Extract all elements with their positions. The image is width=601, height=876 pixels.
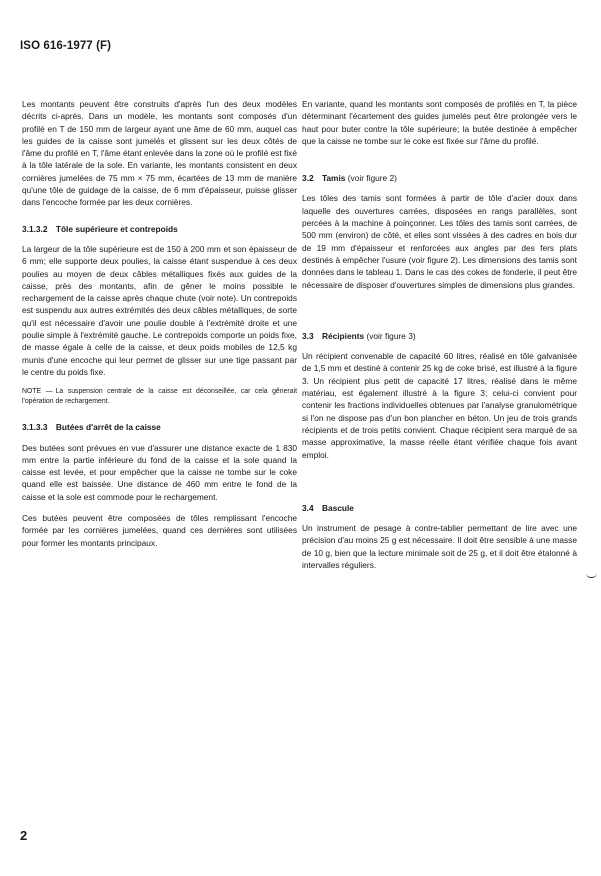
section-title: Butées d'arrêt de la caisse	[55, 422, 161, 433]
note-text: La suspension centrale de la caisse est déconseillée, car cela gênerait l'opération de rechargement.	[22, 388, 297, 406]
section-heading-3-2	[302, 172, 577, 184]
left-column	[22, 98, 297, 558]
right-column	[302, 98, 577, 580]
page-number: 2	[20, 828, 28, 843]
section-title: Récipients	[321, 330, 365, 341]
paragraph-intro-right: En variante, quand les montants sont composés de profilés en T, la pièce déterminant l'écartement des guides jumelés peut être prolongée vers le haut pour buter contre la tôle supérieure; la butée destinée à empêcher que la caisse ne tombe sur le coke est fixée sur l'âme du profilé.	[302, 99, 577, 146]
section-number: 3.2	[302, 173, 314, 184]
margin-mark	[586, 573, 597, 578]
note	[22, 387, 297, 407]
section-subtitle: (voir figure 3)	[366, 330, 416, 341]
section-heading-3-3	[302, 330, 577, 342]
section-title: Tôle supérieure et contrepoids	[55, 223, 178, 234]
paragraph-intro-left: Les montants peuvent être construits d'après l'un des deux modèles décrits ci-après. Dans un modèle, les montants sont composés d'un profilé en T de 150 mm de largeur ayant une âme de 60 mm, auquel cas les guides de la caisse sont jumelés et glissent sur les deux côtés de l'âme du profilé en T, l'âme étant enlevée dans la zone où le profilé est fixé à la tôle latérale de la sole. En variante, les montants consistent en deux cornières jumelées de 75 mm × 75 mm, écartées de 13 mm de manière qu'une tôle de guidage de la caisse, de 6 mm d'épaisseur, puisse glisser dans l'encoche formée par les deux cornières.	[22, 99, 297, 208]
note-label: NOTE —	[22, 388, 53, 396]
paragraph-top-plate: La largeur de la tôle supérieure est de 150 à 200 mm et son épaisseur de 6 mm; elle supporte deux poulies, la caisse étant suspendue à ces deux poulies au moyen de deux câbles métalliques fixés aux guides de la caisse, près des montants, afin de gêner le moins possible le rechargement de la caisse après chaque chute (voir note). Un contrepoids est suspendu aux autres extrémités des deux câbles métalliques, de sorte qu'il est nécessaire d'avoir une poulie double à l'extrémité droite et une poulie simple à l'extrémité gauche. Le contrepoids comporte un poids fixe, de masse égale à celle de la caisse, et deux poids mobiles de 12,5 kg munis d'une encoche qui leur permet de glisser sur une tige passant par le centre du poids fixe.	[22, 243, 297, 377]
section-title: Tamis	[321, 173, 346, 184]
section-number: 3.1.3.2	[22, 223, 48, 234]
section-subtitle: (voir figure 2)	[347, 173, 397, 184]
section-number: 3.3	[302, 330, 314, 341]
paragraph-stops-1: Des butées sont prévues en vue d'assurer une distance exacte de 1 830 mm entre la partie inférieure du fond de la caisse et la sole quand la caisse est levée, et pour empêcher que la caisse ne tombe sur le coke quand elle est baissée. Une distance de 460 mm entre le fond de la caisse et la sole est commode pour le rechargement.	[22, 442, 297, 502]
section-title: Bascule	[321, 502, 354, 513]
section-number: 3.1.3.3	[22, 422, 48, 433]
paragraph-sieves: Les tôles des tamis sont formées à partir de tôle d'acier doux dans laquelle des ouvertures carrées, disposées en rangs parallèles, sont percées à la machine à poinçonner. Les tôles des tamis sont carrées, de 500 mm (environ) de côté, et elles sont vissées à des cadres en bois dur de 19 mm d'épaisseur et renforcées aux angles par des fers plats destinés à empêcher l'usure (voir figure 2). Les dimensions des tamis sont données dans le tableau 1. Dans le cas des cokes de fonderie, il peut être nécessaire de disposer d'ouvertures simples de dimensions plus grandes.	[302, 193, 577, 290]
document-header: ISO 616-1977 (F)	[20, 40, 112, 52]
paragraph-scale: Un instrument de pesage à contre-tablier permettant de lire avec une précision d'au moins 25 g est nécessaire. Il doit être sensible à une masse de 10 g, bien que la lecture minimale soit de 25 g, et il doit être étalonné à intervalles réguliers.	[302, 523, 577, 571]
section-heading-3-4	[302, 502, 577, 514]
section-heading-3-1-3-2	[22, 223, 297, 235]
section-heading-3-1-3-3	[22, 421, 297, 433]
paragraph-stops-2: Ces butées peuvent être composées de tôles remplissant l'encoche formée par les cornières jumelées, quand ces dernières sont utilisées pour former les montants principaux.	[22, 513, 297, 548]
paragraph-containers: Un récipient convenable de capacité 60 litres, réalisé en tôle galvanisée de 1,5 mm et destiné à contenir 25 kg de coke brisé, est illustré à la figure 3. Un récipient plus petit de capacité 17 litres, réalisé dans le même matériau, est également illustré à la figure 3; celui-ci convient pour contenir les fractions individuelles obtenues par l'analyse granulométrique si l'on ne dispose pas d'un bon plancher en béton. Un jeu de trois grands récipients et de trois petits convient. Chaque récipient sera marqué de sa masse approximative, la masse réelle étant vérifiée chaque fois avant emploi.	[302, 351, 577, 460]
section-number: 3.4	[302, 502, 314, 513]
